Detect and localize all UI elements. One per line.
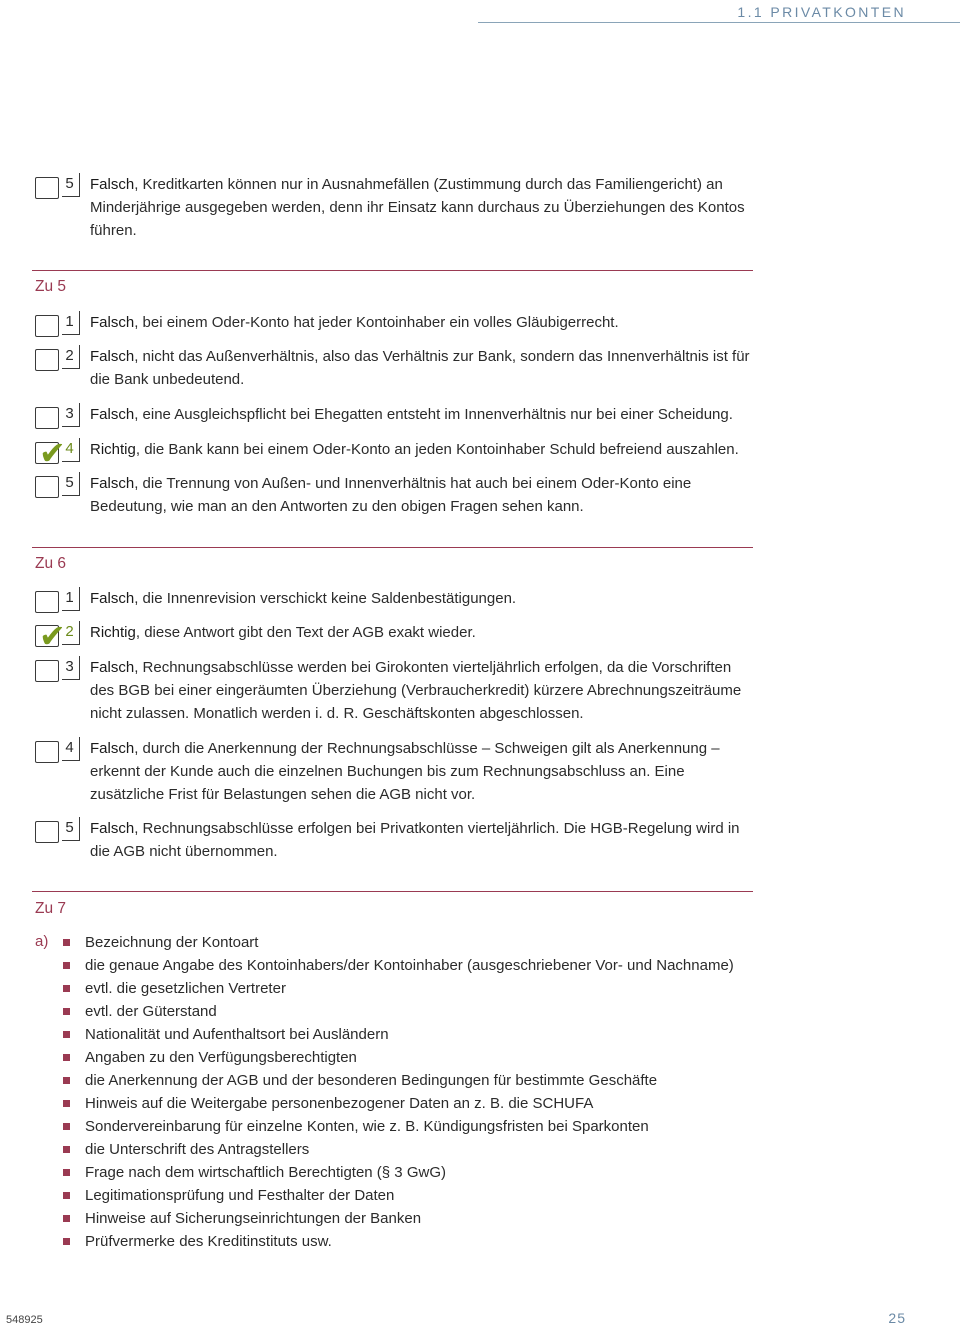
square-bullet-icon [63,1008,70,1015]
footer-code: 548925 [6,1314,43,1326]
checkbox-icon [35,741,59,763]
answer-text [90,345,758,391]
verdict-label: Falsch [90,740,135,757]
answer-number: 2 [62,345,80,369]
verdict-label: Richtig [90,441,136,458]
list-item [62,1023,734,1046]
square-bullet-icon [63,1077,70,1084]
verdict-label: Falsch [90,659,135,676]
answer-number: 3 [62,656,80,680]
checkbox-icon [35,476,59,498]
answer-number: 5 [62,472,80,496]
answer-text [90,621,758,644]
answer-explanation: , bei einem Oder-Konto hat jeder Kontoinhaber ein volles Gläubigerrecht. [134,314,619,331]
answer-text [90,311,758,334]
answer-text [90,587,758,610]
checkbox-icon [35,617,66,655]
answer-explanation: , diese Antwort gibt den Text der AGB exakt wieder. [135,624,476,641]
answer-explanation: , die Innenrevision verschickt keine Saldenbestätigungen. [134,590,517,607]
list-item [62,1161,734,1184]
answer-number: 1 [62,311,80,335]
answer-explanation: , die Trennung von Außen- und Innenverhältnis hat auch bei einem Oder-Konto eine Bedeutung, wie man an den Antworten zu den obigen Fragen sehen kann. [90,475,692,515]
answer-number: 4 [62,737,80,761]
answer-number: 1 [62,587,80,611]
list-item-text: die Unterschrift des Antragstellers [85,1141,310,1158]
check-icon: ✔ [39,617,66,655]
list-item-text: Angaben zu den Verfügungsberechtigten [85,1049,357,1066]
list-item-text: evtl. die gesetzlichen Vertreter [85,980,286,997]
verdict-label: Falsch [90,820,135,837]
list-item-text: die Anerkennung der AGB und der besonderen Bedingungen für bestimmte Geschäfte [85,1072,658,1089]
checkbox-icon [35,315,59,337]
square-bullet-icon [63,1146,70,1153]
list-item-text: Nationalität und Aufenthaltsort bei Ausländern [85,1026,389,1043]
answer-explanation: , nicht das Außenverhältnis, also das Verhältnis zur Bank, sondern das Innenverhältnis ist für die Bank unbedeutend. [90,348,750,388]
list-item-text: die genaue Angabe des Kontoinhabers/der Kontoinhaber (ausgeschriebener Vor- und Nachname) [85,957,734,974]
section-title-zu6: Zu 6 [35,555,67,572]
list-item [62,1115,734,1138]
verdict-label: Falsch [90,176,135,193]
verdict-label: Falsch [90,475,135,492]
list-item [62,1230,734,1253]
list-item-text: Hinweise auf Sicherungseinrichtungen der Banken [85,1210,422,1227]
answer-number: 3 [62,403,80,427]
answer-explanation: , die Bank kann bei einem Oder-Konto an jeden Kontoinhaber Schuld befreiend auszahlen. [135,441,739,458]
checkbox-icon [35,407,59,429]
answer-number: 2 [62,621,80,645]
square-bullet-icon [63,1100,70,1107]
square-bullet-icon [63,1054,70,1061]
section-divider [32,891,753,892]
checkbox-icon [35,660,59,682]
check-icon: ✔ [39,434,66,472]
list-item [62,1138,734,1161]
verdict-label: Falsch [90,348,135,365]
checkbox-icon [35,591,59,613]
checkbox-icon [35,349,59,371]
verdict-label: Falsch [90,406,135,423]
square-bullet-icon [63,1169,70,1176]
answer-number: 5 [62,173,80,197]
list-item [62,954,734,977]
section-title-zu5: Zu 5 [35,278,67,295]
list-item [62,1069,734,1092]
checkbox-icon [35,434,66,472]
page-number: 25 [888,1310,906,1326]
square-bullet-icon [63,939,70,946]
list-item [62,1046,734,1069]
list-item [62,1207,734,1230]
answer-explanation: , Rechnungsabschlüsse werden bei Girokonten vierteljährlich erfolgen, da die Vorschriften des BGB bei einer eingeräumten Überziehung (Verbraucherkredit) kürzere Abrechnungszeiträume nicht zulassen. Monatlich werden i. d. R. Geschäftskonten abgeschlossen. [90,659,742,722]
checkbox-icon [35,177,59,199]
list-item [62,1184,734,1207]
answer-explanation: , durch die Anerkennung der Rechnungsabschlüsse – Schweigen gilt als Anerkennung – erkennt der Kunde auch die einzelnen Buchungen bis zum Rechnungsabschluss an. Eine zusätzliche Frist für Belastungen sehen die AGB nicht vor. [90,740,720,803]
list-item-text: Hinweis auf die Weitergabe personenbezogener Daten an z. B. die SCHUFA [85,1095,594,1112]
answer-text [90,403,758,426]
list-item-text: Bezeichnung der Kontoart [85,934,259,951]
answer-explanation: , Rechnungsabschlüsse erfolgen bei Privatkonten vierteljährlich. Die HGB-Regelung wird in die AGB nicht übernommen. [90,820,740,860]
square-bullet-icon [63,1215,70,1222]
square-bullet-icon [63,1238,70,1245]
list-item [62,931,734,954]
square-bullet-icon [63,1192,70,1199]
answer-text [90,817,758,863]
list-item-text: Frage nach dem wirtschaftlich Berechtigten (§ 3 GwG) [85,1164,446,1181]
list-item-text: Prüfvermerke des Kreditinstituts usw. [85,1233,332,1250]
list-item-text: evtl. der Güterstand [85,1003,217,1020]
answer-number: 5 [62,817,80,841]
answer-number: 4 [62,438,80,462]
bullet-list [62,931,734,1253]
list-item [62,1092,734,1115]
list-item-text: Sondervereinbarung für einzelne Konten, wie z. B. Kündigungsfristen bei Sparkonten [85,1118,649,1135]
section-title-zu7: Zu 7 [35,900,67,917]
checkbox-icon [35,821,59,843]
answer-text [90,656,758,725]
answer-text [90,438,758,461]
verdict-label: Falsch [90,314,135,331]
answer-text [90,472,758,518]
answer-text [90,737,758,806]
answer-explanation: , Kreditkarten können nur in Ausnahmefällen (Zustimmung durch das Familiengericht) an Minderjährige ausgegeben werden, denn ihr Einsatz kann durchaus zu Überziehungen des Kontos führen. [90,176,745,239]
section-divider [32,270,753,271]
header-rule [478,22,960,23]
running-header: 1.1 PRIVATKONTEN [737,4,906,20]
answer-text [90,173,758,242]
list-item [62,1000,734,1023]
section-divider [32,547,753,548]
list-item [62,977,734,1000]
square-bullet-icon [63,962,70,969]
list-item-text: Legitimationsprüfung und Festhalter der Daten [85,1187,395,1204]
answer-explanation: , eine Ausgleichspflicht bei Ehegatten entsteht im Innenverhältnis nur bei einer Scheidung. [134,406,733,423]
part-label-a: a) [35,933,49,950]
verdict-label: Richtig [90,624,136,641]
square-bullet-icon [63,1123,70,1130]
verdict-label: Falsch [90,590,135,607]
square-bullet-icon [63,985,70,992]
square-bullet-icon [63,1031,70,1038]
